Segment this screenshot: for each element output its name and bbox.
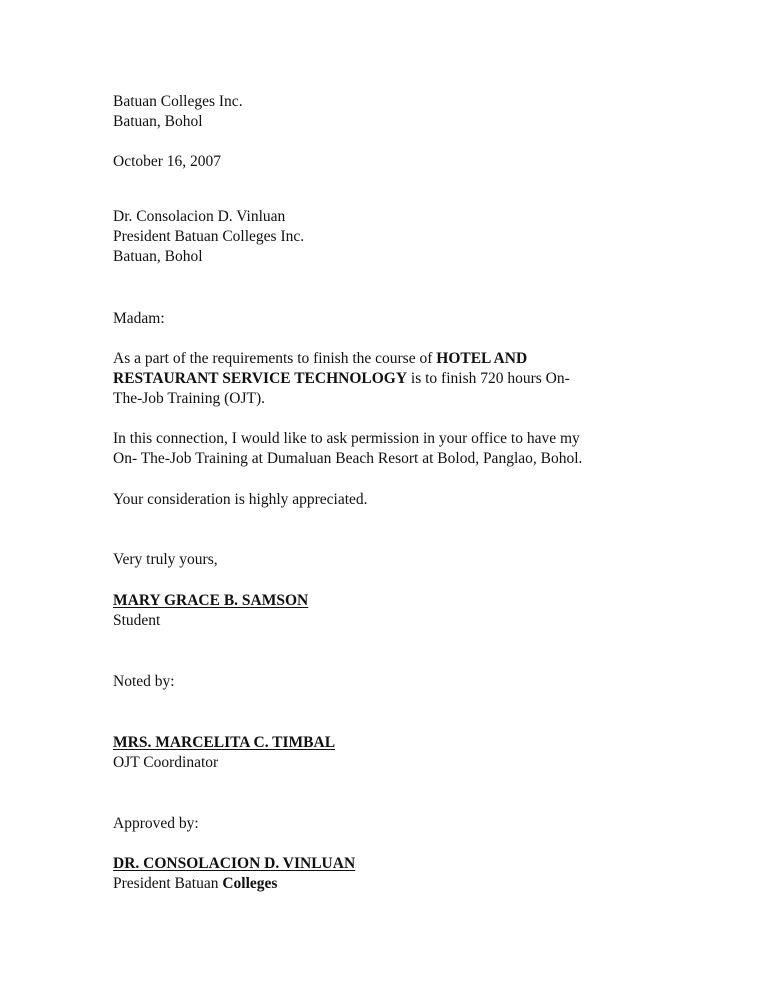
approved-by-name: DR. CONSOLACION D. VINLUAN — [113, 855, 356, 872]
body-text: is to finish 720 hours On- — [407, 370, 570, 387]
body-paragraph-1-line-1 — [113, 349, 527, 369]
recipient-title: President Batuan Colleges Inc. — [113, 228, 305, 245]
body-paragraph-1-line-3: The-Job Training (OJT). — [113, 390, 265, 407]
body-paragraph-1-line-2 — [113, 369, 570, 389]
approved-by-label: Approved by: — [113, 815, 199, 832]
body-text: As a part of the requirements to finish the course of — [113, 350, 437, 367]
approved-role-text: President Batuan — [113, 875, 223, 892]
body-paragraph-2-line-1: In this connection, I would like to ask permission in your office to have my — [113, 430, 580, 447]
recipient-name: Dr. Consolacion D. Vinluan — [113, 208, 286, 225]
course-name-part-1: HOTEL AND — [436, 350, 528, 367]
approved-by-role — [113, 874, 277, 894]
body-paragraph-3: Your consideration is highly appreciated. — [113, 491, 368, 508]
noted-by-name: MRS. MARCELITA C. TIMBAL — [113, 734, 336, 751]
sender-address: Batuan, Bohol — [113, 113, 203, 130]
salutation: Madam: — [113, 310, 165, 327]
approved-role-bold: Colleges — [222, 875, 278, 892]
letter-date: October 16, 2007 — [113, 153, 222, 170]
sender-institution: Batuan Colleges Inc. — [113, 93, 243, 110]
noted-by-label: Noted by: — [113, 673, 175, 690]
recipient-address: Batuan, Bohol — [113, 248, 203, 265]
signer-name: MARY GRACE B. SAMSON — [113, 592, 309, 609]
signer-role: Student — [113, 612, 161, 629]
closing: Very truly yours, — [113, 551, 218, 568]
course-name-part-2: RESTAURANT SERVICE TECHNOLOGY — [113, 370, 408, 387]
noted-by-role: OJT Coordinator — [113, 754, 219, 771]
body-paragraph-2-line-2: On- The-Job Training at Dumaluan Beach Resort at Bolod, Panglao, Bohol. — [113, 450, 583, 467]
